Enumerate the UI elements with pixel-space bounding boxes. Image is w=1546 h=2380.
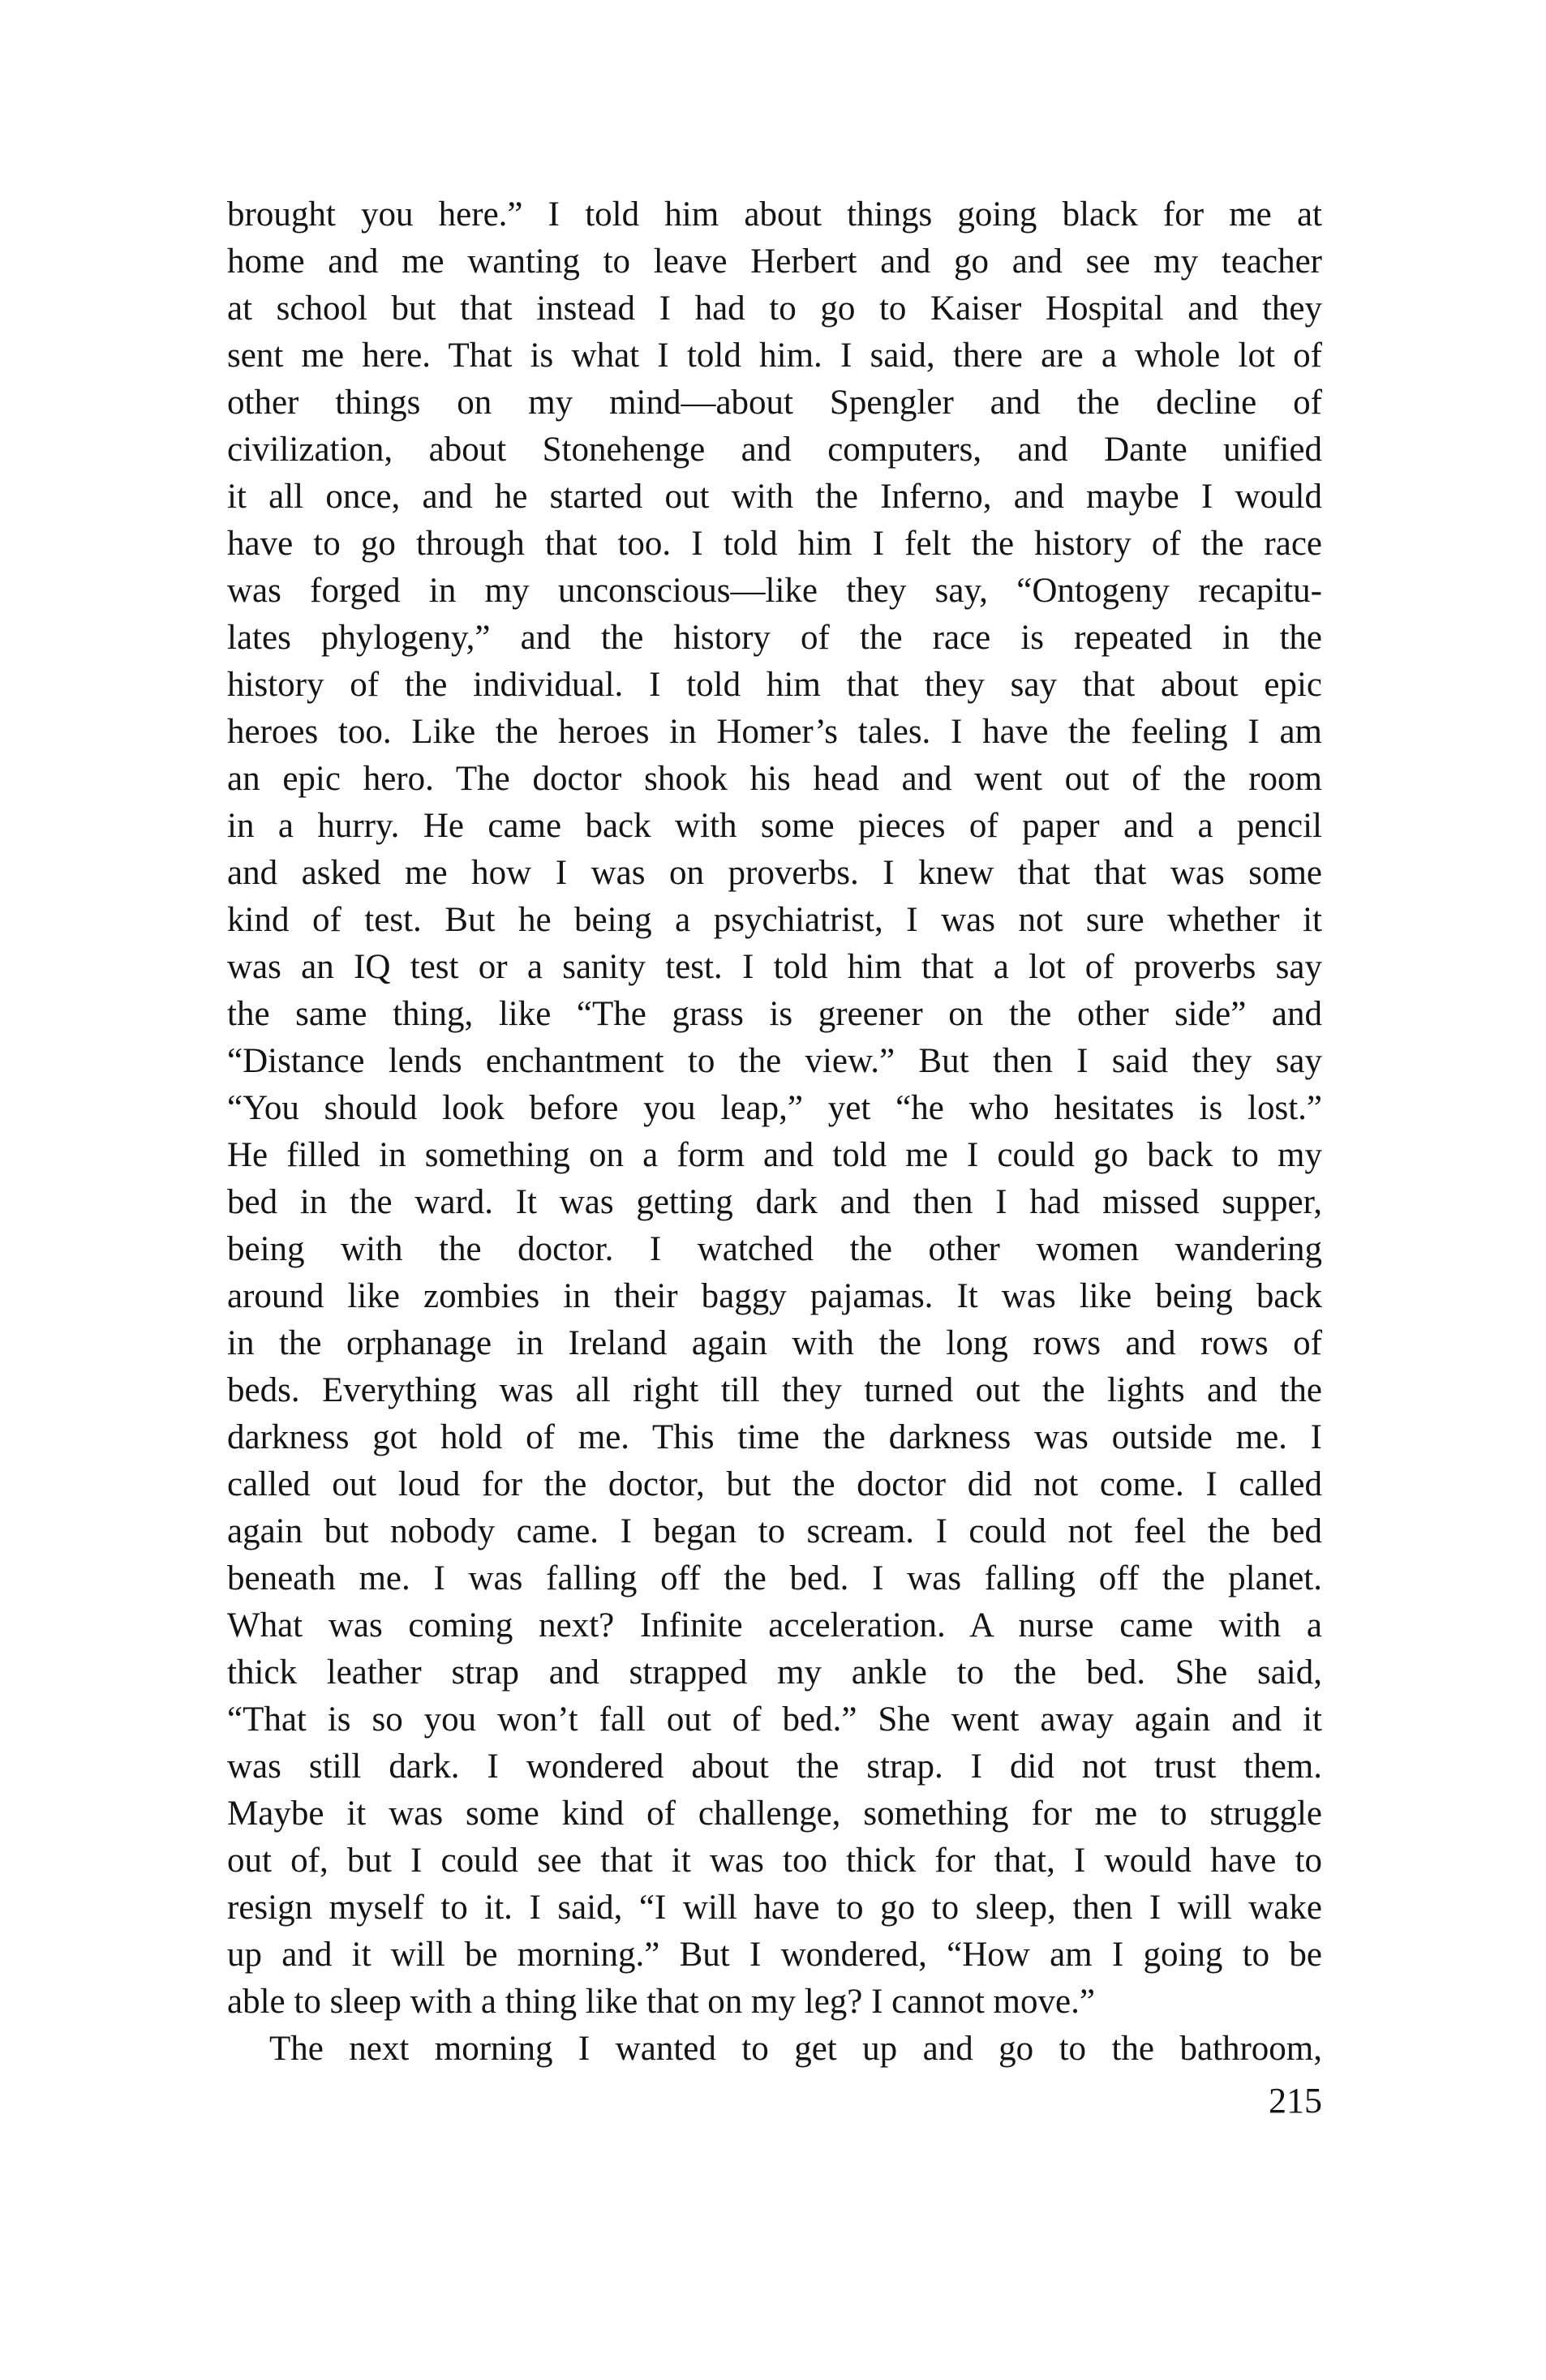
- text-line: around like zombies in their baggy pajamas. It was like being back: [227, 1277, 1322, 1315]
- text-line: was still dark. I wondered about the strap. I did not trust them.: [227, 1747, 1322, 1786]
- text-line: being with the doctor. I watched the other women wandering: [227, 1230, 1322, 1268]
- text-line: The next morning I wanted to get up and go to the bathroom,: [269, 2030, 1322, 2068]
- text-line: resign myself to it. I said, “I will have to go to sleep, then I will wake: [227, 1889, 1322, 1927]
- text-line: kind of test. But he being a psychiatrist, I was not sure whether it: [227, 901, 1322, 939]
- text-line: in a hurry. He came back with some pieces of paper and a pencil: [227, 807, 1322, 845]
- text-line: in the orphanage in Ireland again with the long rows and rows of: [227, 1324, 1322, 1362]
- text-line: bed in the ward. It was getting dark and then I had missed supper,: [227, 1183, 1322, 1221]
- text-line: able to sleep with a thing like that on my leg? I cannot move.”: [227, 1983, 1095, 2021]
- text-line: “That is so you won’t fall out of bed.” She went away again and it: [227, 1700, 1322, 1739]
- text-line: an epic hero. The doctor shook his head and went out of the room: [227, 760, 1322, 798]
- text-line: “You should look before you leap,” yet “he who hesitates is lost.”: [227, 1089, 1322, 1127]
- text-line: What was coming next? Infinite acceleration. A nurse came with a: [227, 1606, 1322, 1645]
- text-line: lates phylogeny,” and the history of the race is repeated in the: [227, 619, 1322, 657]
- text-line: beds. Everything was all right till they turned out the lights and the: [227, 1371, 1322, 1409]
- text-line: have to go through that too. I told him I felt the history of the race: [227, 525, 1322, 563]
- text-line: thick leather strap and strapped my ankle to the bed. She said,: [227, 1653, 1322, 1692]
- text-line: up and it will be morning.” But I wondered, “How am I going to be: [227, 1936, 1322, 1974]
- page-number: 215: [1269, 2081, 1322, 2121]
- text-line: He filled in something on a form and told me I could go back to my: [227, 1136, 1322, 1174]
- text-line: heroes too. Like the heroes in Homer’s tales. I have the feeling I am: [227, 713, 1322, 751]
- text-line: out of, but I could see that it was too thick for that, I would have to: [227, 1842, 1322, 1880]
- text-line: the same thing, like “The grass is greener on the other side” and: [227, 995, 1322, 1033]
- text-line: it all once, and he started out with the Inferno, and maybe I would: [227, 478, 1322, 516]
- text-line: brought you here.” I told him about things going black for me at: [227, 195, 1322, 234]
- text-line: was an IQ test or a sanity test. I told him that a lot of proverbs say: [227, 948, 1322, 986]
- text-line: again but nobody came. I began to scream. I could not feel the bed: [227, 1512, 1322, 1550]
- text-line: called out loud for the doctor, but the doctor did not come. I called: [227, 1465, 1322, 1503]
- text-line: home and me wanting to leave Herbert and go and see my teacher: [227, 242, 1322, 281]
- text-line: was forged in my unconscious—like they say, “Ontogeny recapitu-: [227, 572, 1322, 610]
- text-line: “Distance lends enchantment to the view.” But then I said they say: [227, 1042, 1322, 1080]
- text-line: history of the individual. I told him that they say that about epic: [227, 666, 1322, 704]
- text-line: Maybe it was some kind of challenge, something for me to struggle: [227, 1795, 1322, 1833]
- text-line: civilization, about Stonehenge and computers, and Dante unified: [227, 431, 1322, 469]
- text-line: beneath me. I was falling off the bed. I was falling off the planet.: [227, 1559, 1322, 1597]
- body-text: [227, 191, 1322, 2073]
- text-line: at school but that instead I had to go to Kaiser Hospital and they: [227, 289, 1322, 328]
- text-line: and asked me how I was on proverbs. I knew that that was some: [227, 854, 1322, 892]
- text-line: darkness got hold of me. This time the darkness was outside me. I: [227, 1418, 1322, 1456]
- text-line: other things on my mind—about Spengler and the decline of: [227, 384, 1322, 422]
- text-line: sent me here. That is what I told him. I said, there are a whole lot of: [227, 337, 1322, 375]
